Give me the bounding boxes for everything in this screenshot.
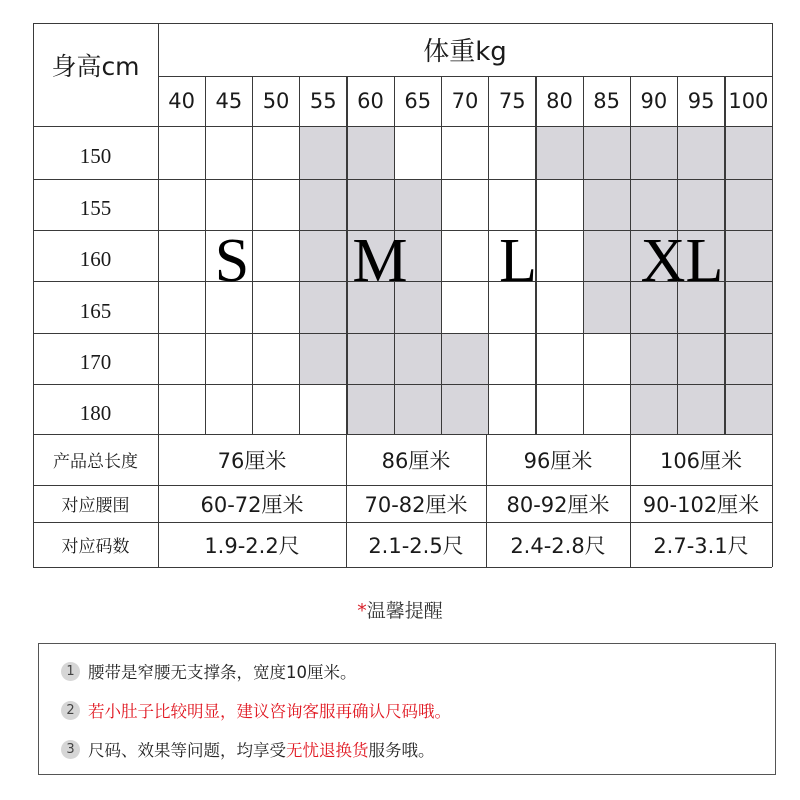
waist-value: 90-102厘米 (642, 492, 760, 517)
length-value: 96厘米 (523, 448, 593, 473)
shaded-cell (441, 384, 488, 434)
shaded-cell (536, 126, 583, 179)
height-label: 155 (79, 196, 112, 220)
code-value: 1.9-2.2尺 (204, 533, 300, 558)
code-value: 2.4-2.8尺 (510, 533, 606, 558)
shaded-cell (725, 333, 772, 384)
size-label: L (499, 226, 537, 295)
shaded-cell (630, 384, 677, 434)
shaded-cell (725, 384, 772, 434)
shaded-cell (300, 126, 347, 179)
notice-box (38, 643, 776, 775)
number-badge: 2 (61, 701, 80, 720)
shaded-cell (347, 179, 394, 230)
notice-item-3 (61, 735, 435, 763)
length-value: 86厘米 (381, 448, 451, 473)
shaded-cell (347, 126, 394, 179)
notice-title (0, 596, 800, 626)
shaded-cell (347, 384, 394, 434)
shaded-cell (347, 333, 394, 384)
shaded-cell (583, 179, 630, 230)
size-label: M (352, 226, 408, 295)
waist-value: 80-92厘米 (506, 492, 610, 517)
shaded-cell (300, 179, 347, 230)
shaded-cell (725, 179, 772, 230)
notice-item-2 (61, 696, 451, 724)
shaded-cell (630, 333, 677, 384)
weight-label: 40 (168, 89, 195, 113)
height-label: 160 (79, 247, 112, 271)
shaded-cell (678, 384, 725, 434)
shaded-cell (678, 333, 725, 384)
shaded-cell (678, 179, 725, 230)
weight-label: 55 (309, 89, 337, 113)
size-label: S (214, 226, 250, 295)
waist-row-label: 对应腰围 (61, 496, 130, 516)
height-label: 170 (79, 350, 112, 374)
shaded-cell (725, 126, 772, 179)
weight-label: 60 (357, 89, 384, 113)
code-row-label: 对应码数 (61, 537, 130, 557)
length-value: 106厘米 (659, 448, 743, 473)
height-label: 180 (79, 400, 112, 425)
notice-text: 服务哦。 (368, 741, 435, 760)
number-badge: 3 (61, 740, 80, 759)
weight-header: 体重kg (423, 37, 507, 67)
shaded-cell (394, 384, 441, 434)
shaded-cell (300, 333, 347, 384)
shaded-cell (394, 179, 441, 230)
weight-label: 90 (640, 89, 668, 113)
weight-label: 95 (687, 89, 715, 113)
weight-label: 80 (546, 89, 573, 113)
size-label: XL (640, 226, 724, 295)
weight-label: 70 (451, 89, 479, 113)
notice-item-1 (61, 657, 357, 685)
notice-text: 尺码、效果等问题，均享受 (88, 741, 286, 760)
number-badge: 1 (61, 662, 80, 681)
waist-value: 60-72厘米 (200, 492, 304, 517)
weight-label: 65 (404, 89, 432, 113)
shaded-cell (583, 126, 630, 179)
code-value: 2.1-2.5尺 (368, 533, 464, 558)
notice-text-warning: 若小肚子比较明显，建议咨询客服再确认尺码哦。 (88, 702, 451, 721)
weight-label: 50 (262, 89, 290, 113)
asterisk: * (357, 600, 367, 622)
weight-label: 45 (215, 89, 243, 113)
height-label: 150 (79, 144, 112, 168)
weight-label: 100 (728, 89, 769, 113)
waist-value: 70-82厘米 (364, 492, 468, 517)
shaded-cell (630, 179, 677, 230)
shaded-cell (678, 126, 725, 179)
height-header: 身高cm (51, 51, 140, 81)
code-value: 2.7-3.1尺 (653, 533, 749, 558)
notice-title-text: 温馨提醒 (366, 600, 443, 622)
shaded-cell (394, 333, 441, 384)
shaded-cell (630, 126, 677, 179)
length-row-label: 产品总长度 (53, 452, 138, 472)
notice-text: 腰带是窄腰无支撑条，宽度10厘米。 (88, 663, 357, 682)
notice-highlight: 无忧退换货 (286, 741, 369, 760)
length-value: 76厘米 (217, 448, 287, 473)
shaded-cell (441, 333, 488, 384)
weight-label: 75 (498, 89, 526, 113)
height-label: 165 (79, 298, 112, 323)
weight-label: 85 (593, 89, 621, 113)
